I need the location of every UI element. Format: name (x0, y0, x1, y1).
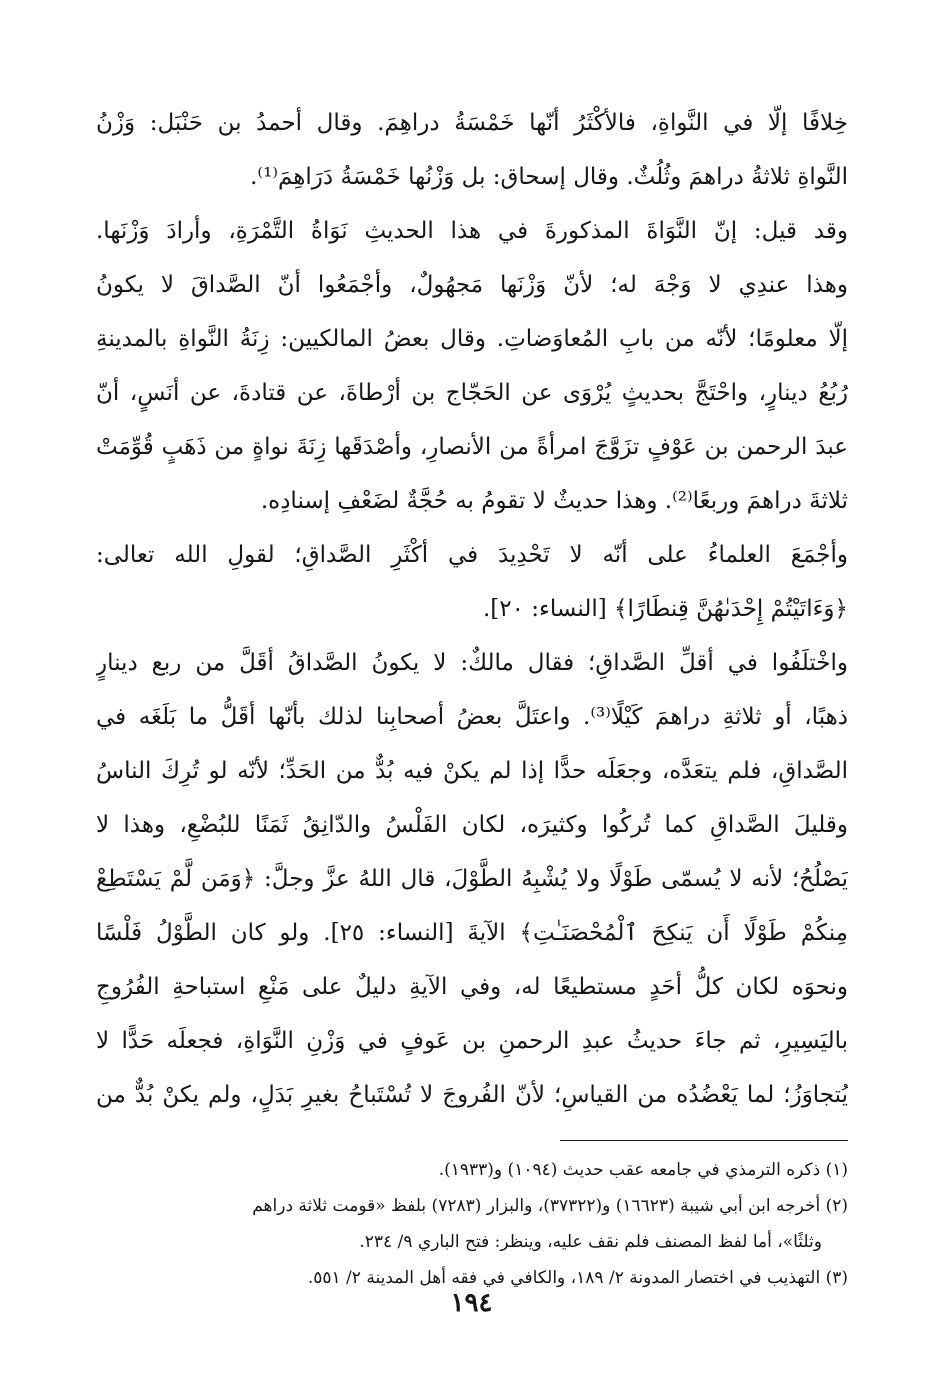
page-number: ١٩٤ (450, 1288, 493, 1318)
text-line: ذهبًا، أو ثلاثةِ دراهمَ كَيْلًا⁽³⁾. واعتَلَّ بعضُ أصحابِنا لذلك بأنّها أقَلُّ ما بَلَغَه في (96, 704, 848, 730)
text-line: النَّواةِ ثلاثةُ دراهمَ وثُلُثٌ. وقال إسحاق: بل وَزْنُها خَمْسَةُ دَرَاهِمَ⁽¹⁾. (250, 164, 848, 190)
main-text (96, 96, 848, 1122)
text-line: وهذا عندِي لا وَجْهَ له؛ لأنّ وَزْنَها مَجهُولٌ، وأجْمَعُوا أنّ الصَّداقَ لا يكونُ (96, 272, 848, 298)
text-line: الصَّداقِ، فلم يتعَدَّه، وجعَلَه حدًّا إذا لم يكنْ فيه بُدٌّ من الحَدِّ؛ لأنّه لو تُرِكَ الناسُ (96, 758, 848, 784)
footnote-3: (٣) التهذيب في اختصار المدونة ٢/ ١٨٩، والكافي في فقه أهل المدينة ٢/ ٥٥١. (307, 1268, 848, 1288)
text-line: واخْتلَفُوا في أقلِّ الصَّداقِ؛ فقال مالكٌ: لا يكونُ الصَّداقُ أقَلَّ من ربع دينارٍ (96, 650, 848, 676)
text-line: وأجْمَعَ العلماءُ على أنّه لا تَحْدِيدَ في أكْثَرِ الصَّداقِ؛ لقولِ الله تعالى: (96, 542, 848, 568)
text-line: إلّا معلومًا؛ لأنّه من بابِ المُعاوَضاتِ. وقال بعضُ المالكيين: زِنَةُ النَّواةِ بالمدينةِ (96, 326, 848, 352)
text-line: خِلافًا إلّا في النَّواةِ، فالأكْثَرُ أنّها خَمْسَةُ دراهِمَ. وقال أحمدُ بن حَنْبَل: وَزْنُ (96, 110, 848, 136)
text-line: يُتجاوَزُ؛ لما يَعْضُدُه من القياسِ؛ لأنّ الفُروجَ لا تُسْتَباحُ بغيرِ بَدَلٍ، ولم يكنْ بُدٌّ من (96, 1082, 848, 1108)
footnote-2: (٢) أخرجه ابن أبي شيبة (١٦٦٢٣) و(٣٧٣٢٢)، والبزار (٧٢٨٣) بلفظ «قومت ثلاثة دراهم (252, 1196, 848, 1216)
text-line: مِنكُمْ طَوْلًا أَن يَنكِحَ ٱلْمُحْصَنَـٰتِ﴾ الآيةَ [النساء: ٢٥]. ولو كان الطَّوْلُ فَلْسًا (96, 920, 848, 946)
text-line: وقد قيل: إنّ النَّوَاةَ المذكورةَ في هذا الحديثِ نَوَاةُ التَّمْرَةِ، وأرادَ وَزْنَها. (96, 218, 848, 244)
text-line: عبدَ الرحمن بن عَوْفٍ تزَوَّجَ امرأةً من الأنصارِ، وأصْدَقَها زِنَةَ نواةٍ من ذَهَبٍ قُوِّمَتْ (96, 434, 848, 460)
text-line: ونحوَه لكان كلُّ أحَدٍ مستطيعًا له، وفي الآيةِ دليلٌ على مَنْعِ استباحةِ الفُرُوجِ (96, 974, 848, 1000)
text-line: ثلاثةَ دراهمَ وربعًا⁽²⁾. وهذا حديثٌ لا تقومُ به حُجَّةٌ لضَعْفِ إسنادِه. (260, 488, 848, 514)
text-line: رُبُعُ دينارٍ، واحْتَجَّ بحديثٍ يُرْوَى عن الحَجّاج بن أرْطاةَ، عن قتادةَ، عن أنَسٍ، أنّ (96, 380, 848, 406)
footnote-separator (560, 1140, 848, 1141)
footnotes (96, 1152, 848, 1296)
text-line: يَصْلُحُ؛ لأنه لا يُسمّى طَوْلًا ولا يُشْبِهُ الطَّوْلَ، قال اللهُ عزَّ وجلَّ: ﴿وَمَن لَّمْ يَسْتَطِعْ (96, 866, 848, 892)
text-line: وقليلَ الصَّداقِ كما تُركُوا وكثيرَه، لكان الفَلْسُ والدّانِقُ ثَمَنًا للبُضْعِ، وهذا لا (96, 812, 848, 838)
footnote-1: (١) ذكره الترمذي في جامعه عقب حديث (١٠٩٤) و(١٩٣٣). (438, 1160, 848, 1180)
quran-verse-line: ﴿وَءَاتَيْتُمْ إِحْدَىٰهُنَّ قِنطَارًا﴾ [النساء: ٢٠]. (482, 596, 848, 622)
text-line: باليَسِيرِ، ثم جاءَ حديثُ عبدِ الرحمنِ بن عَوفٍ في وَزْنِ النَّوَاةِ، فجعلَه حَدًّا لا (96, 1028, 848, 1054)
footnote-2-continued: وثلثًا»، أما لفظ المصنف فلم نقف عليه، وينظر: فتح الباري ٩/ ٢٣٤. (359, 1232, 822, 1252)
